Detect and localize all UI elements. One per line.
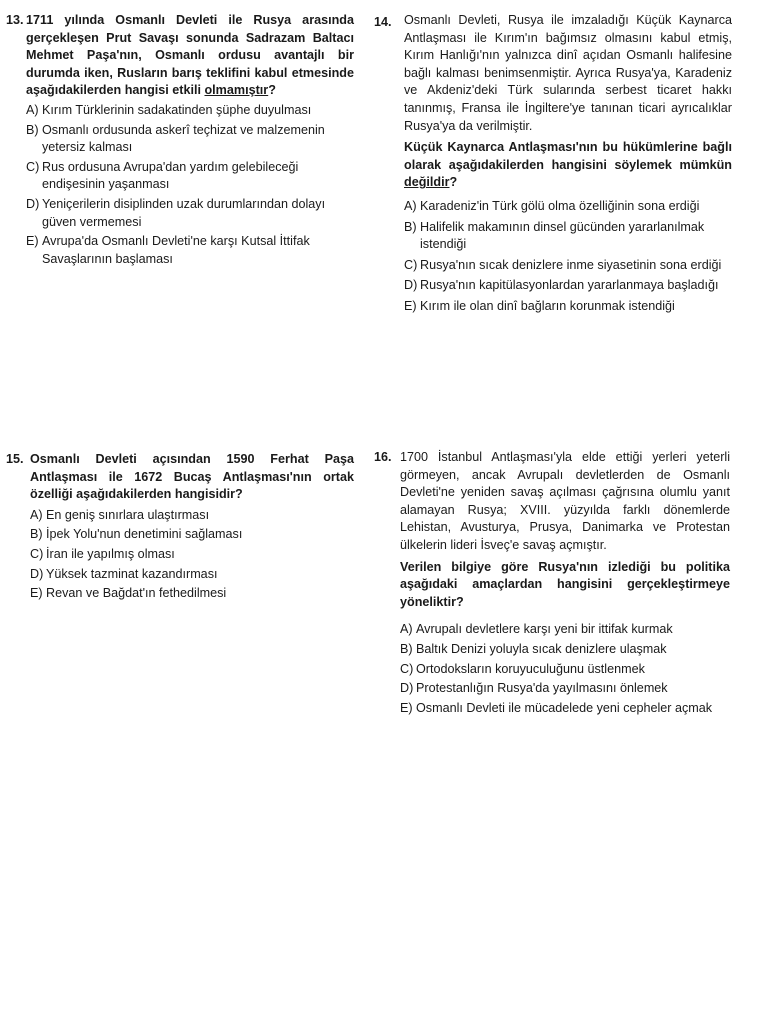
- option-d[interactable]: [30, 566, 354, 584]
- option-a[interactable]: [404, 198, 732, 216]
- question-prompt: Verilen bilgiye göre Rusya'nın izlediği bu politika aşağıdaki amaçlardan hangisini gerçekleştirmeye yöneliktir?: [400, 559, 730, 609]
- question-14: [374, 12, 732, 316]
- option-a[interactable]: [30, 507, 354, 525]
- option-letter: B): [30, 527, 43, 542]
- option-text: Protestanlığın Rusya'da yayılmasını önlemek: [416, 681, 668, 696]
- option-text: Halifelik makamının dinsel gücünden yararlanılmak istendiği: [420, 219, 705, 252]
- option-e[interactable]: [400, 700, 730, 718]
- option-text: Rus ordusuna Avrupa'dan yardım gelebileceği endişesinin yaşanması: [42, 159, 299, 192]
- question-16: [374, 449, 730, 717]
- option-letter: C): [404, 257, 418, 272]
- option-letter: D): [30, 566, 44, 581]
- options-list: [404, 198, 732, 316]
- question-number: 13.: [6, 13, 24, 27]
- option-b[interactable]: [400, 641, 730, 659]
- option-d[interactable]: [400, 680, 730, 698]
- option-letter: C): [26, 159, 40, 174]
- option-e[interactable]: [26, 233, 354, 268]
- option-letter: A): [400, 622, 413, 637]
- option-letter: A): [30, 507, 43, 522]
- question-info-text: 1700 İstanbul Antlaşması'yla elde ettiği yerleri yeterli görmeyen, ancak Avrupalı devletlerden de Osmanlı Devleti'ne yeniden savaş açılması çağrısına olumlu yanıt alamayan Rusya; XVIII. yüzyılda farklı dönemlerde Lehistan, Avusturya, Prusya, Danimarka ve Protestan ülkelerin lideri İsveç'e savaş açmıştır.: [400, 450, 730, 552]
- option-d[interactable]: [26, 196, 354, 231]
- question-info-text: Osmanlı Devleti, Rusya ile imzaladığı Küçük Kaynarca Antlaşması ile Kırım'ın bağımsız olmasını kabul etmiş, Kırım Hanlığı'nın yalnızca dinî açıdan Osmanlı halifesine bağlı kalması benimsenmiştir. Ayrıca Rusya'ya, Karadeniz ve Akdeniz'deki Türk sularında serbest ticaret hakkı tanınmış, Fransa ile İngiltere'ye tanınan ticari ayrıcalıklar Rusya'ya da verilmiştir.: [404, 13, 732, 133]
- question-13: [6, 12, 354, 268]
- option-text: İran ile yapılmış olması: [46, 546, 175, 561]
- option-b[interactable]: [26, 122, 354, 157]
- question-stem: Osmanlı Devleti açısından 1590 Ferhat Paşa Antlaşması ile 1672 Bucaş Antlaşması'nın ortak özelliği aşağıdakilerden hangisidir?: [30, 452, 354, 502]
- option-text: Avrupalı devletlere karşı yeni bir ittifak kurmak: [416, 622, 673, 637]
- option-letter: C): [30, 546, 44, 561]
- option-text: Revan ve Bağdat'ın fethedilmesi: [46, 586, 227, 601]
- option-c[interactable]: [404, 257, 732, 275]
- emphasis-underlined: olmamıştır: [204, 83, 269, 98]
- option-c[interactable]: [30, 546, 354, 564]
- option-letter: D): [400, 681, 414, 696]
- option-b[interactable]: [404, 219, 732, 254]
- option-a[interactable]: [26, 102, 354, 120]
- option-letter: C): [400, 661, 414, 676]
- option-letter: E): [26, 234, 39, 249]
- options-list: [400, 621, 730, 717]
- option-text: Avrupa'da Osmanlı Devleti'ne karşı Kutsal İttifak Savaşlarının başlaması: [42, 234, 310, 266]
- option-text: Karadeniz'in Türk gölü olma özelliğinin sona erdiği: [420, 198, 700, 213]
- option-e[interactable]: [30, 585, 354, 603]
- option-text: İpek Yolu'nun denetimini sağlaması: [46, 527, 243, 542]
- option-text: Ortodoksların koruyuculuğunu üstlenmek: [416, 661, 645, 676]
- option-c[interactable]: [400, 661, 730, 679]
- option-letter: E): [400, 700, 413, 715]
- option-letter: B): [26, 122, 39, 137]
- option-letter: D): [404, 278, 418, 293]
- option-text: Rusya'nın kapitülasyonlardan yararlanmaya başladığı: [420, 278, 719, 293]
- question-number: 15.: [6, 452, 24, 466]
- option-text: En geniş sınırlara ulaştırması: [46, 507, 210, 522]
- option-d[interactable]: [404, 277, 732, 295]
- question-stem: 1711 yılında Osmanlı Devleti ile Rusya arasında gerçekleşen Prut Savaşı sonunda Sadrazam Baltacı Mehmet Paşa'nın, Osmanlı ordusu avantajlı bir durumda iken, Rusların barış teklifini kabul etmesinde aşağıdakilerden hangisi etkili olmamıştır?: [26, 13, 354, 98]
- option-letter: A): [26, 102, 39, 117]
- question-number: 14.: [374, 15, 392, 29]
- option-text: Baltık Denizi yoluyla sıcak denizlere ulaşmak: [416, 641, 667, 656]
- option-e[interactable]: [404, 298, 732, 316]
- option-text: Kırım ile olan dinî bağların korunmak istendiği: [420, 298, 675, 313]
- option-b[interactable]: [30, 526, 354, 544]
- option-text: Kırım Türklerinin sadakatinden şüphe duyulması: [42, 102, 312, 117]
- question-15: [6, 451, 354, 603]
- question-prompt: Küçük Kaynarca Antlaşması'nın bu hükümlerine bağlı olarak aşağıdakilerden hangisini söylemek mümkün değildir?: [404, 140, 732, 190]
- option-letter: A): [404, 198, 417, 213]
- question-number: 16.: [374, 450, 392, 464]
- option-letter: D): [26, 196, 40, 211]
- option-text: Yüksek tazminat kazandırması: [46, 566, 218, 581]
- option-letter: E): [30, 586, 43, 601]
- option-letter: E): [404, 298, 417, 313]
- option-text: Yeniçerilerin disiplinden uzak durumlarından dolayı güven vermemesi: [42, 196, 326, 229]
- option-letter: B): [400, 641, 413, 656]
- emphasis-underlined: değildir: [404, 175, 450, 190]
- option-text: Osmanlı ordusunda askerî teçhizat ve malzemenin yetersiz kalması: [42, 122, 325, 155]
- options-list: [26, 102, 354, 268]
- option-c[interactable]: [26, 159, 354, 194]
- option-text: Rusya'nın sıcak denizlere inme siyasetinin sona erdiği: [420, 257, 722, 272]
- option-text: Osmanlı Devleti ile mücadelede yeni cepheler açmak: [416, 700, 713, 715]
- options-list: [30, 507, 354, 603]
- option-letter: B): [404, 219, 417, 234]
- option-a[interactable]: [400, 621, 730, 639]
